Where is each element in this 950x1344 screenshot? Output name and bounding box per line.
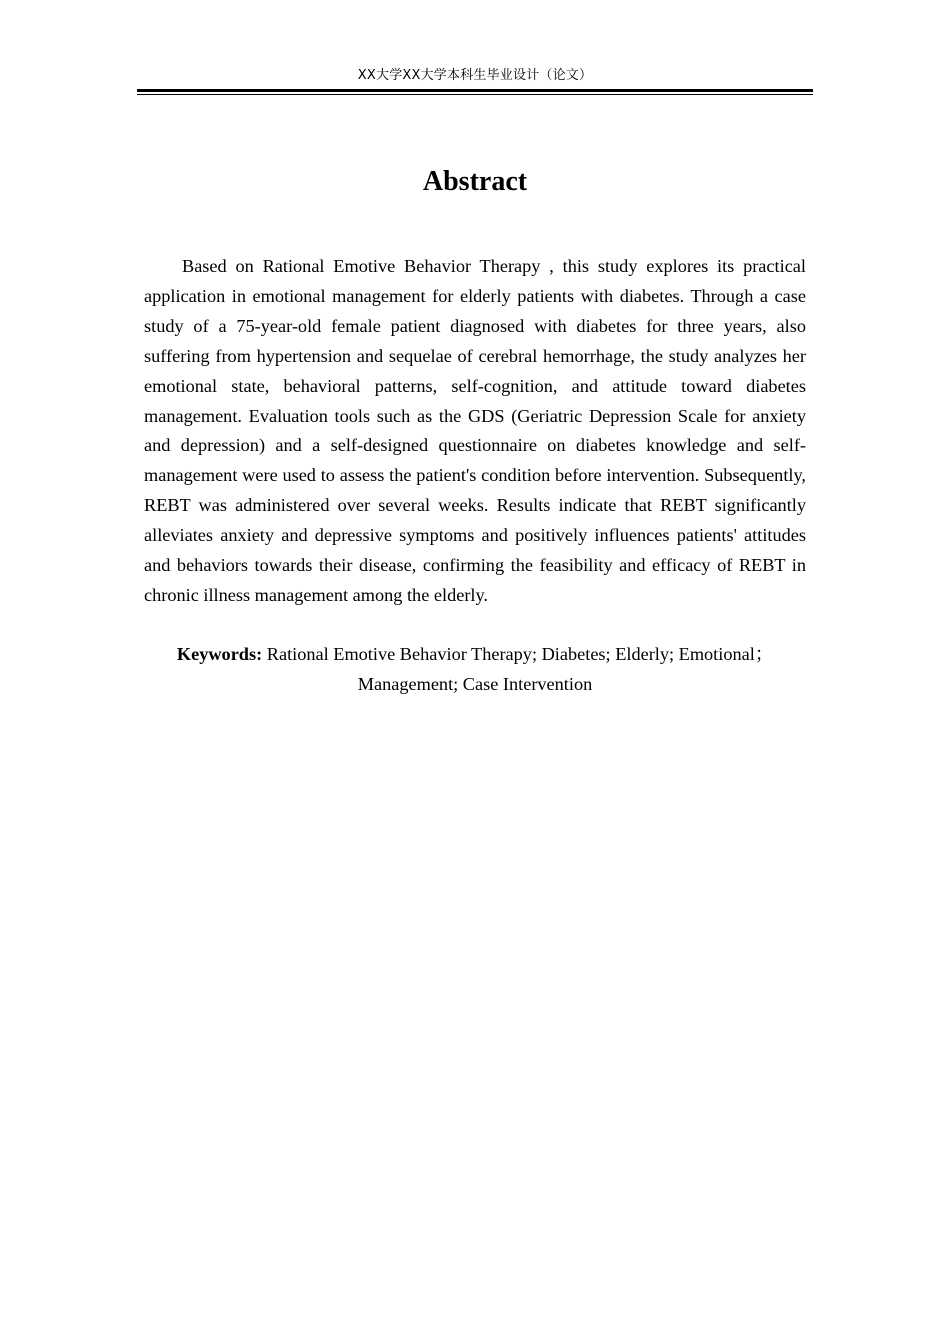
abstract-paragraph: Based on Rational Emotive Behavior Therapy , this study explores its practical application in emotional management for elderly patients with diabetes. Through a case study of a 75-year-old female patient diagnosed with diabetes for three years, also suffering from hypertension and sequelae of cerebral hemorrhage, the study analyzes her emotional state, behavioral patterns, self-cognition, and attitude toward diabetes management. Evaluation tools such as the GDS (Geriatric Depression Scale for anxiety and depression) and a self-designed questionnaire on diabetes knowledge and self-management were used to assess the patient's condition before intervention. Subsequently, REBT was administered over several weeks. Results indicate that REBT significantly alleviates anxiety and depressive symptoms and positively influences patients' attitudes and behaviors towards their disease, confirming the feasibility and efficacy of REBT in chronic illness management among the elderly. [144,256,806,605]
header-rule-thin [137,94,813,95]
keywords-label: Keywords: [176,644,263,664]
page-header: XX大学XX大学本科生毕业设计（论文） [357,68,593,83]
keywords-line [144,640,806,699]
header-rule-thick [137,89,813,92]
keywords-text: Rational Emotive Behavior Therapy; Diabetes; Elderly; Emotional；Management; Case Intervention [266,644,774,694]
abstract-title: Abstract [422,166,528,197]
